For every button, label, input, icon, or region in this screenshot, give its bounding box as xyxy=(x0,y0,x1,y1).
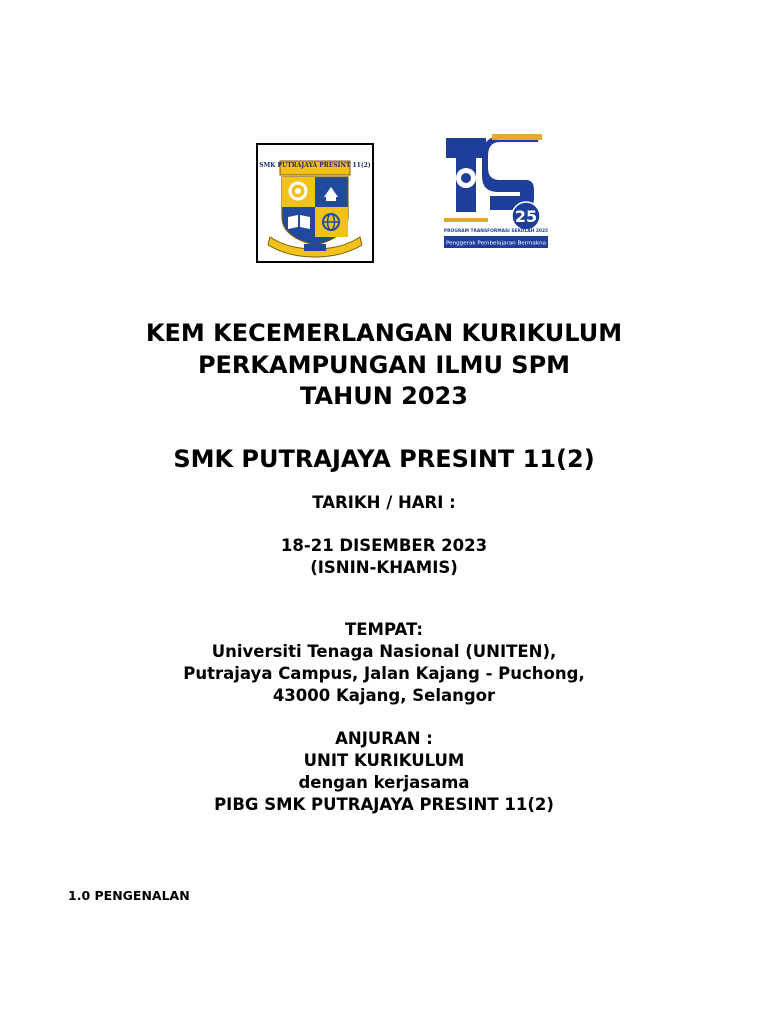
venue-line-2: Putrajaya Campus, Jalan Kajang - Puchong, xyxy=(183,664,585,683)
organizer-line-3: PIBG SMK PUTRAJAYA PRESINT 11(2) xyxy=(214,795,554,814)
date-days: (ISNIN-KHAMIS) xyxy=(310,558,458,577)
venue-line-1: Universiti Tenaga Nasional (UNITEN), xyxy=(211,642,557,661)
date-value: 18-21 DISEMBER 2023 xyxy=(280,536,488,555)
ts25-logo xyxy=(442,132,550,252)
ts25-logo-svg xyxy=(442,132,550,252)
date-label: TARIKH / HARI : xyxy=(312,493,456,512)
crest-banner-text: SMK PUTRAJAYA PRESINT 11(2) xyxy=(259,162,371,169)
ts25-tagline: Penggerak Pembelajaran Bermakna xyxy=(445,240,547,247)
organizer-label: ANJURAN : xyxy=(335,729,433,748)
organizer-line-2: dengan kerjasama xyxy=(298,773,470,792)
school-name-heading: SMK PUTRAJAYA PRESINT 11(2) xyxy=(173,445,595,473)
heading-line-1: KEM KECEMERLANGAN KURIKULUM xyxy=(145,319,623,347)
school-crest-svg xyxy=(258,145,372,261)
ts25-number: 25 xyxy=(514,207,538,226)
heading-line-3: TAHUN 2023 xyxy=(300,382,468,410)
heading-line-2: PERKAMPUNGAN ILMU SPM xyxy=(197,351,571,379)
venue-label: TEMPAT: xyxy=(345,620,423,639)
venue-line-3: 43000 Kajang, Selangor xyxy=(272,686,496,705)
school-crest-logo xyxy=(256,143,374,263)
organizer-line-1: UNIT KURIKULUM xyxy=(303,751,465,770)
section-heading-intro: 1.0 PENGENALAN xyxy=(68,888,190,903)
ts25-program-text: PROGRAM TRANSFORMASI SEKOLAH 2025 xyxy=(443,229,549,234)
